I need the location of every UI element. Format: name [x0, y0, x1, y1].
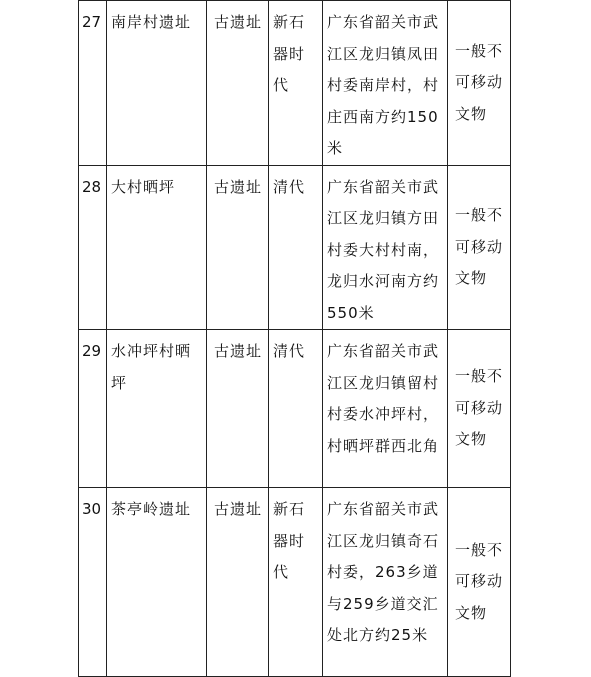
site-era: 清代	[269, 165, 323, 330]
site-category: 古遗址	[207, 488, 269, 677]
site-location: 广东省韶关市武江区龙归镇凤田村委南岸村，村庄西南方约150米	[323, 1, 448, 166]
heritage-table	[78, 0, 511, 677]
site-location: 广东省韶关市武江区龙归镇奇石村委，263乡道与259乡道交汇处北方约25米	[323, 488, 448, 677]
protection-level: 一般不可移动文物	[448, 488, 511, 677]
site-location: 广东省韶关市武江区龙归镇留村村委水冲坪村，村晒坪群西北角	[323, 330, 448, 488]
site-name: 水冲坪村晒坪	[107, 330, 207, 488]
protection-level: 一般不可移动文物	[448, 165, 511, 330]
site-era: 清代	[269, 330, 323, 488]
table-row	[79, 165, 511, 330]
site-era: 新石器时代	[269, 488, 323, 677]
table-row	[79, 1, 511, 166]
site-category: 古遗址	[207, 165, 269, 330]
protection-level: 一般不可移动文物	[448, 330, 511, 488]
site-name: 南岸村遗址	[107, 1, 207, 166]
site-name: 茶亭岭遗址	[107, 488, 207, 677]
site-name: 大村晒坪	[107, 165, 207, 330]
row-number: 29	[79, 330, 107, 488]
site-category: 古遗址	[207, 1, 269, 166]
row-number: 28	[79, 165, 107, 330]
table-row	[79, 488, 511, 677]
protection-level: 一般不可移动文物	[448, 1, 511, 166]
row-number: 27	[79, 1, 107, 166]
row-number: 30	[79, 488, 107, 677]
site-era: 新石器时代	[269, 1, 323, 166]
site-location: 广东省韶关市武江区龙归镇方田村委大村村南，龙归水河南方约550米	[323, 165, 448, 330]
site-category: 古遗址	[207, 330, 269, 488]
table-row	[79, 330, 511, 488]
